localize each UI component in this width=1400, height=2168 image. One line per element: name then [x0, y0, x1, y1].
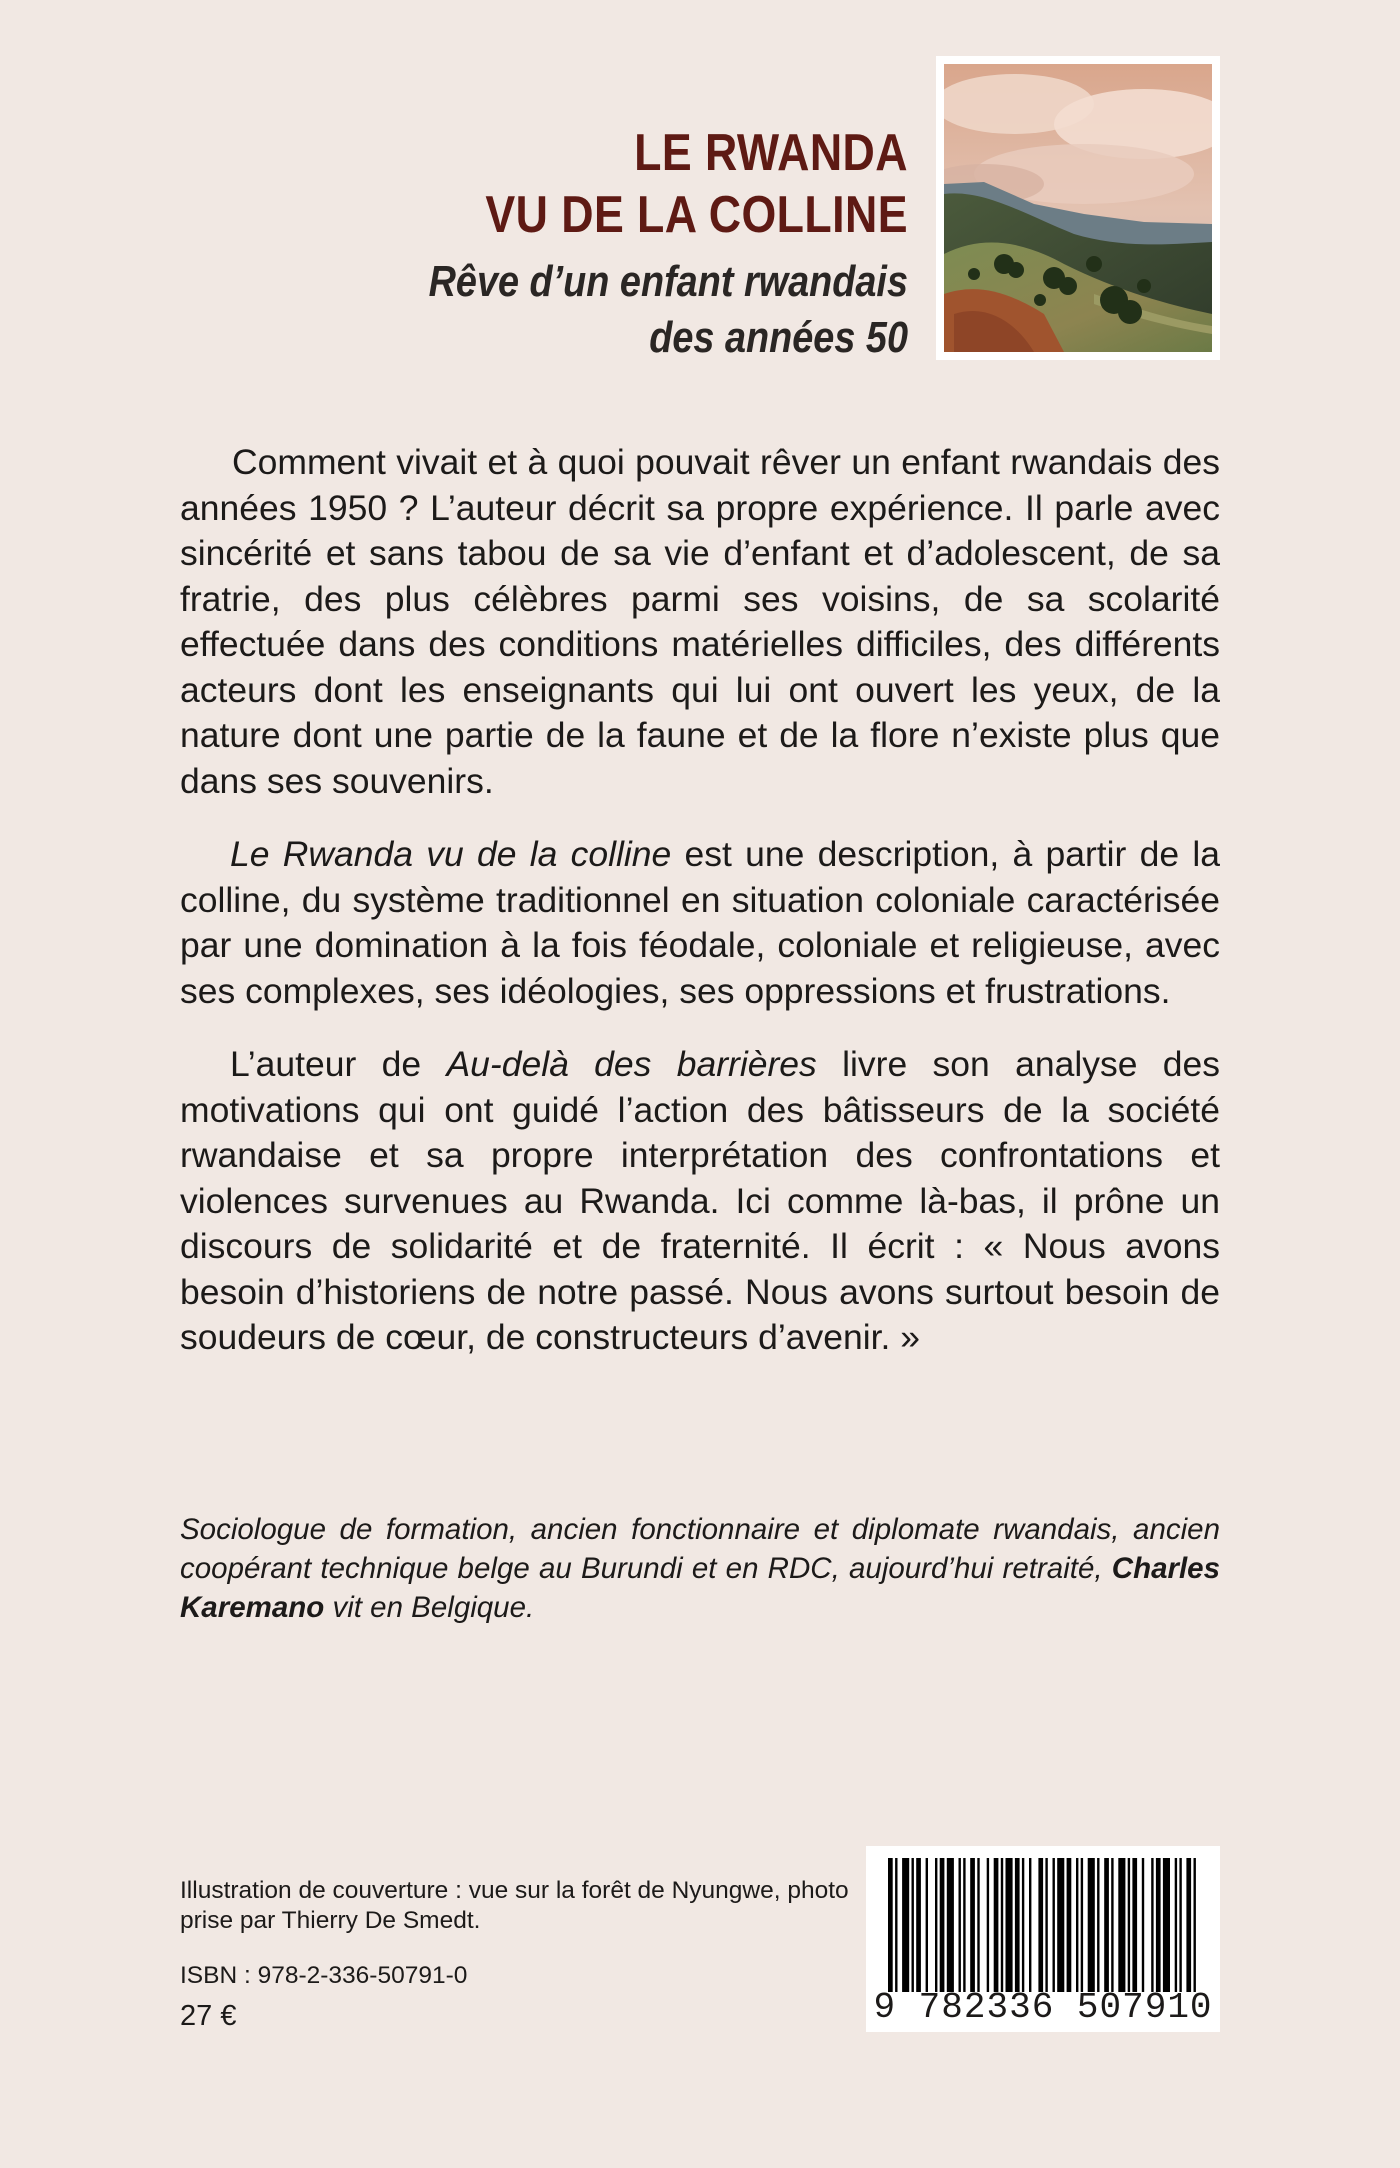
barcode-bar — [1104, 1858, 1109, 1992]
barcode-bar — [1111, 1858, 1113, 1992]
author-bio — [180, 1510, 1220, 1627]
barcode-bar — [963, 1858, 965, 1992]
barcode-bar — [1067, 1858, 1072, 1992]
barcode-bar — [1088, 1858, 1095, 1992]
barcode-bar — [994, 1858, 999, 1992]
barcode-bar — [895, 1858, 897, 1992]
cover-photo — [936, 56, 1220, 360]
barcode-bar — [1179, 1858, 1181, 1992]
barcode-bar — [959, 1858, 961, 1992]
barcode-bar — [1006, 1858, 1013, 1992]
barcode-bar — [902, 1858, 909, 1992]
barcode-bar — [1015, 1858, 1020, 1992]
author-name: Charles Karemano — [180, 1552, 1220, 1624]
blurb-paragraph-2 — [180, 832, 1220, 1014]
barcode-bar — [1097, 1858, 1099, 1992]
barcode-bar — [1156, 1858, 1161, 1992]
book-title-line1: LE RWANDA — [634, 124, 908, 182]
price: 27 € — [180, 2000, 237, 2032]
barcode-bar — [1022, 1858, 1024, 1992]
barcode-bar — [977, 1858, 979, 1992]
blurb-paragraph-1: Comment vivait et à quoi pouvait rêver un enfant rwandais des années 1950 ? L’auteur décrit sa propre expérience. Il parle avec sincérité et sans tabou de sa vie d’enfant et d’adolescent, de sa fratrie, des plus célèbres parmi ses voisins, de sa scolarité effectuée dans des conditions matérielles difficiles, des différents acteurs dont les enseignants qui lui ont ouvert les yeux, de la nature dont une partie de la faune et de la flore n’existe plus que dans ses souvenirs. — [180, 442, 1220, 801]
barcode-bar — [1132, 1858, 1137, 1992]
barcode-bar — [1053, 1858, 1055, 1992]
isbn: ISBN : 978-2-336-50791-0 — [180, 1962, 468, 1989]
barcode-bar — [1128, 1858, 1130, 1992]
barcode-bar — [935, 1858, 937, 1992]
barcode-bar — [1142, 1858, 1144, 1992]
barcode-bar — [926, 1858, 928, 1992]
book-title-reference: Le Rwanda vu de la colline — [230, 834, 672, 874]
barcode-bar — [1175, 1858, 1177, 1992]
barcode-bar — [916, 1858, 921, 1992]
barcode-bar — [947, 1858, 954, 1992]
barcode-bar — [912, 1858, 914, 1992]
barcode-bar — [1186, 1858, 1191, 1992]
previous-book-reference: Au-delà des barrières — [446, 1044, 817, 1084]
hillside-landscape-photo — [944, 64, 1212, 352]
bio-text-before: Sociologue de formation, ancien fonctionnaire et diplomate rwandais, ancien coopérant technique belge au Burundi et en RDC, aujourd’hui retraité, — [180, 1513, 1220, 1585]
bio-text-after: vit en Belgique. — [324, 1591, 535, 1624]
barcode-bar — [940, 1858, 945, 1992]
barcode-bar — [1163, 1858, 1170, 1992]
barcode-bar — [888, 1858, 893, 1992]
barcode — [866, 1846, 1220, 2032]
barcode-bar — [1038, 1858, 1043, 1992]
barcode-digits: 9 782336 507910 — [873, 1987, 1213, 2028]
subtitle-line2: des années 50 — [649, 313, 908, 362]
barcode-bar — [987, 1858, 989, 1992]
illustration-credit: Illustration de couverture : vue sur la forêt de Nyungwe, photo prise par Thierry De Smedt. — [180, 1877, 849, 1934]
barcode-bar — [1029, 1858, 1031, 1992]
barcode-bar — [1151, 1858, 1153, 1992]
book-title-line2: VU DE LA COLLINE — [485, 186, 908, 244]
barcode-bar — [1057, 1858, 1064, 1992]
barcode-bar — [1076, 1858, 1078, 1992]
barcode-bar — [1081, 1858, 1083, 1992]
paragraph-2-text: est une description, à partir de la colline, du système traditionnel en situation coloniale caractérisée par une domination à la fois féodale, coloniale et religieuse, avec ses complexes, ses idéologies, ses oppressions et frustrations. — [180, 834, 1220, 1011]
blurb — [180, 440, 1220, 1389]
paragraph-3-start: L’auteur de — [230, 1044, 447, 1084]
title-block — [300, 122, 908, 366]
barcode-bar — [1118, 1858, 1125, 1992]
blurb-paragraph-3 — [180, 1042, 1220, 1361]
book-subtitle — [385, 254, 908, 366]
barcode-bar — [1194, 1858, 1196, 1992]
subtitle-line1: Rêve d’un enfant rwandais — [428, 257, 908, 306]
barcode-bar — [970, 1858, 975, 1992]
paragraph-3-text: livre son analyse des motivations qui ont guidé l’action des bâtisseurs de la société rwandaise et sa propre interprétation des confrontations et violences survenues au Rwanda. Ici comme là-bas, il prône un discours de solidarité et de fraternité. Il écrit : « Nous avons besoin d’historiens de notre passé. Nous avons surtout besoin de soudeurs de cœur, de constructeurs d’avenir. » — [180, 1044, 1221, 1357]
barcode-bar — [1045, 1858, 1047, 1992]
barcode-bar — [1001, 1858, 1003, 1992]
